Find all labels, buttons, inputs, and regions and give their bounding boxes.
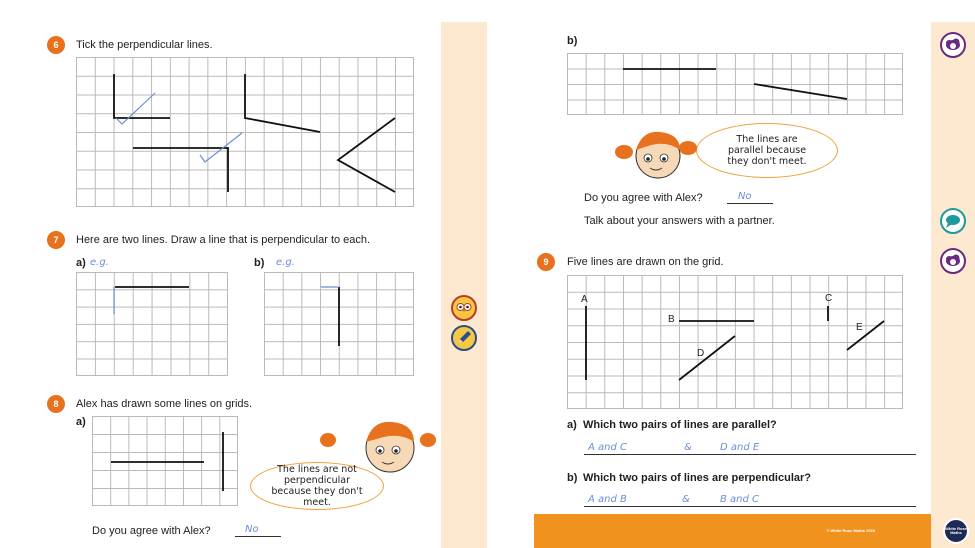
question-7-part-a: a) [76,257,86,269]
question-9-part-b: b) [567,472,578,484]
alex-character-a [320,422,436,472]
tick-mark-1 [116,93,155,124]
question-8-question-a: Do you agree with Alex? [92,525,211,537]
q8b-line-2 [754,84,847,99]
question-6-number: 6 [47,36,65,54]
question-9-answer-a2: D and E [720,442,760,453]
question-9-answer-a1: A and C [588,442,627,453]
q9-line-d [679,336,735,380]
question-9-question-a: Which two pairs of lines are parallel? [583,419,777,431]
question-7-number: 7 [47,231,65,249]
question-9-part-a: a) [567,419,577,431]
question-8-speech-bubble-a: The lines are not perpendicular because they don't meet. [250,462,384,510]
question-9-answer-b-amp: & [682,494,690,505]
question-7-hint-a: e.g. [90,257,109,268]
question-6-text: Tick the perpendicular lines. [76,39,213,51]
alex-character-b [615,132,697,178]
question-9-question-b: Which two pairs of lines are perpendicular? [583,472,811,484]
question-6-lines [114,74,395,192]
line-label-e: E [856,322,863,333]
question-8-part-b: b) [567,35,578,47]
question-9-answer-b1: A and B [588,494,627,505]
question-9-answer-a-amp: & [684,442,692,453]
question-9-text: Five lines are drawn on the grid. [567,256,724,268]
line-label-d: D [697,348,705,359]
question-8-answer-a: No [245,524,259,535]
question-8a-lines [111,432,223,491]
question-8-part-a: a) [76,416,86,428]
question-6-ticks [116,93,242,162]
line-label-b: B [668,314,675,325]
question-7-part-b: b) [254,257,265,269]
question-7-lines [115,287,339,346]
question-7-text: Here are two lines. Draw a line that is perpendicular to each. [76,234,371,246]
question-8-question-b: Do you agree with Alex? [584,192,703,204]
q6-shape-4 [338,118,395,192]
question-8-talk-prompt: Talk about your answers with a partner. [584,215,775,227]
question-7-hint-b: e.g. [276,257,295,268]
question-8-answer-b: No [738,191,752,202]
line-label-c: C [825,293,833,304]
question-9-lines [586,306,884,380]
q6-shape-1 [114,74,170,118]
line-label-a: A [581,294,588,305]
q9-line-e [847,321,884,350]
question-9-number: 9 [537,253,555,271]
footer-copyright: © White Rose Maths 2020 [826,528,875,533]
question-9-answer-b2: B and C [720,494,760,505]
question-8-number: 8 [47,395,65,413]
question-8-speech-bubble-b: The lines are parallel because they don't meet. [696,123,838,178]
q6-shape-2 [245,74,320,132]
question-7-drawn-answers [114,287,339,314]
question-8-text: Alex has drawn some lines on grids. [76,398,253,410]
logo-text: White Rose Maths [945,526,967,535]
question-8b-lines [623,69,847,99]
